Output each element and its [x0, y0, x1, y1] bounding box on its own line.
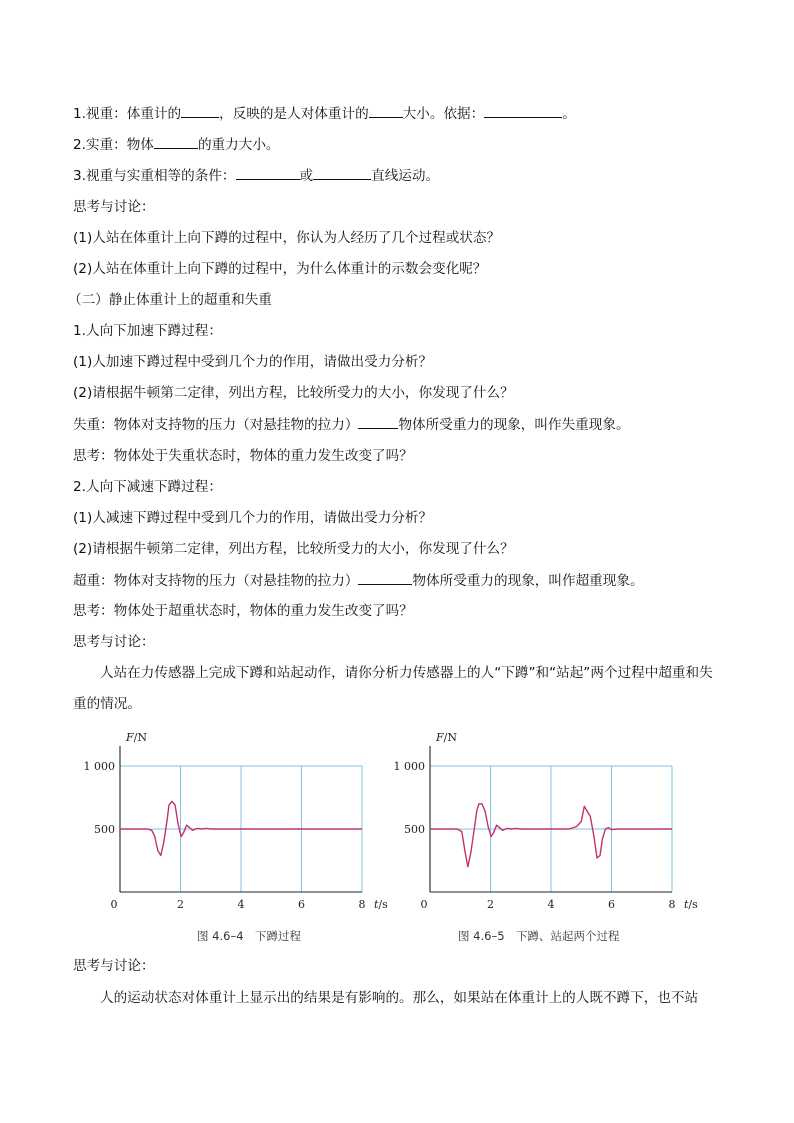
y-axis-label-symbol: F: [126, 731, 134, 744]
subsection-2-q1: (1)人减速下蹲过程中受到几个力的作用，请做出受力分析？: [73, 510, 433, 526]
y-tick-label: 1 000: [83, 760, 115, 773]
y-axis-label-symbol: F: [436, 731, 444, 744]
text: ，反映的是人对体重计的: [219, 106, 369, 122]
answer-blank[interactable]: [369, 103, 403, 118]
figure-caption: 图 4.6–4 下蹲过程: [197, 929, 302, 943]
text: 。: [562, 106, 576, 122]
think-discuss-heading: 思考与讨论：: [73, 199, 155, 215]
answer-blank[interactable]: [358, 570, 412, 585]
think-overweight: 思考：物体处于超重状态时，物体的重力发生改变了吗？: [73, 603, 413, 619]
think-weightlessness: 思考：物体处于失重状态时，物体的重力发生改变了吗？: [73, 448, 413, 464]
x-axis-label-unit: /s: [378, 898, 388, 911]
text: 1.视重：体重计的: [73, 106, 182, 122]
x-axis-label-symbol: t: [374, 898, 379, 911]
text: 直线运动。: [371, 168, 440, 184]
text: 3.视重与实重相等的条件：: [73, 168, 236, 184]
y-tick-label: 1 000: [393, 760, 425, 773]
text: 的重力大小。: [197, 137, 280, 153]
subsection-2-q2: (2)请根据牛顿第二定律，列出方程，比较所受力的大小，你发现了什么？: [73, 541, 514, 557]
x-axis-label: [684, 898, 698, 911]
text: 或: [299, 168, 314, 184]
x-tick-label: 6: [298, 898, 305, 911]
subsection-2: 2.人向下减速下蹲过程：: [73, 479, 222, 495]
text: 2.实重：物体: [73, 137, 154, 153]
y-tick-label: 500: [404, 823, 425, 836]
text: 失重：物体对支持物的压力（对悬挂物的拉力）: [73, 417, 359, 433]
x-axis-label-unit: /s: [688, 898, 698, 911]
x-axis-label: [374, 898, 388, 911]
answer-blank[interactable]: [358, 414, 398, 429]
question-2: (2)人站在体重计上向下蹲的过程中，为什么体重计的示数会变化呢？: [73, 261, 487, 277]
x-tick-label: 2: [487, 898, 494, 911]
squat-force-chart: [83, 726, 388, 916]
answer-blank[interactable]: [154, 134, 198, 149]
subsection-1-q1: (1)人加速下蹲过程中受到几个力的作用，请做出受力分析？: [73, 354, 433, 370]
x-tick-label: 8: [668, 898, 676, 911]
figure-squat-stand: [393, 726, 706, 916]
x-tick-label: 8: [358, 898, 366, 911]
text: 物体所受重力的现象，叫作失重现象。: [398, 417, 630, 433]
weightlessness-definition: [73, 414, 630, 435]
figure-caption: 图 4.6–5 下蹲、站起两个过程: [458, 929, 620, 943]
x-tick-label: 4: [237, 898, 245, 911]
y-axis-label: [125, 731, 147, 744]
x-tick-label: 0: [420, 898, 428, 911]
text: 超重：物体对支持物的压力（对悬挂物的拉力）: [73, 573, 359, 589]
think-discuss-heading: 思考与讨论：: [73, 958, 155, 974]
section-heading: （二）静止体重计上的超重和失重: [68, 292, 272, 308]
squat-stand-force-chart: [393, 726, 706, 916]
y-axis-label-unit: /N: [133, 731, 147, 744]
text: 大小。依据：: [402, 106, 485, 122]
answer-blank[interactable]: [236, 165, 300, 180]
line-actual-weight: [73, 134, 280, 155]
x-tick-label: 2: [177, 898, 184, 911]
x-tick-label: 6: [608, 898, 615, 911]
force-sensor-paragraph: 人站在力传感器上完成下蹲和站起动作，请你分析力传感器上的人“下蹲”和“站起”两个过程中超重和失重的情况。: [73, 665, 713, 712]
x-tick-label: 0: [110, 898, 118, 911]
subsection-1-q2: (2)请根据牛顿第二定律，列出方程，比较所受力的大小，你发现了什么？: [73, 385, 514, 401]
think-discuss-heading: 思考与讨论：: [73, 634, 155, 650]
answer-blank[interactable]: [313, 165, 371, 180]
text: 物体所受重力的现象，叫作超重现象。: [412, 573, 644, 589]
closing-paragraph: 人的运动状态对体重计上显示出的结果是有影响的。那么，如果站在体重计上的人既不蹲下，也不站: [100, 990, 699, 1006]
y-axis-label-unit: /N: [443, 731, 457, 744]
overweight-definition: [73, 570, 644, 591]
line-apparent-weight: [73, 103, 576, 124]
answer-blank[interactable]: [484, 103, 562, 118]
x-axis-label-symbol: t: [684, 898, 689, 911]
line-equal-condition: [73, 165, 439, 186]
x-tick-label: 4: [547, 898, 555, 911]
subsection-1: 1.人向下加速下蹲过程：: [73, 323, 222, 339]
answer-blank[interactable]: [181, 103, 219, 118]
y-axis-label: [435, 731, 457, 744]
question-1: (1)人站在体重计上向下蹲的过程中，你认为人经历了几个过程或状态？: [73, 230, 501, 246]
y-tick-label: 500: [94, 823, 115, 836]
figure-squat: [83, 726, 388, 916]
